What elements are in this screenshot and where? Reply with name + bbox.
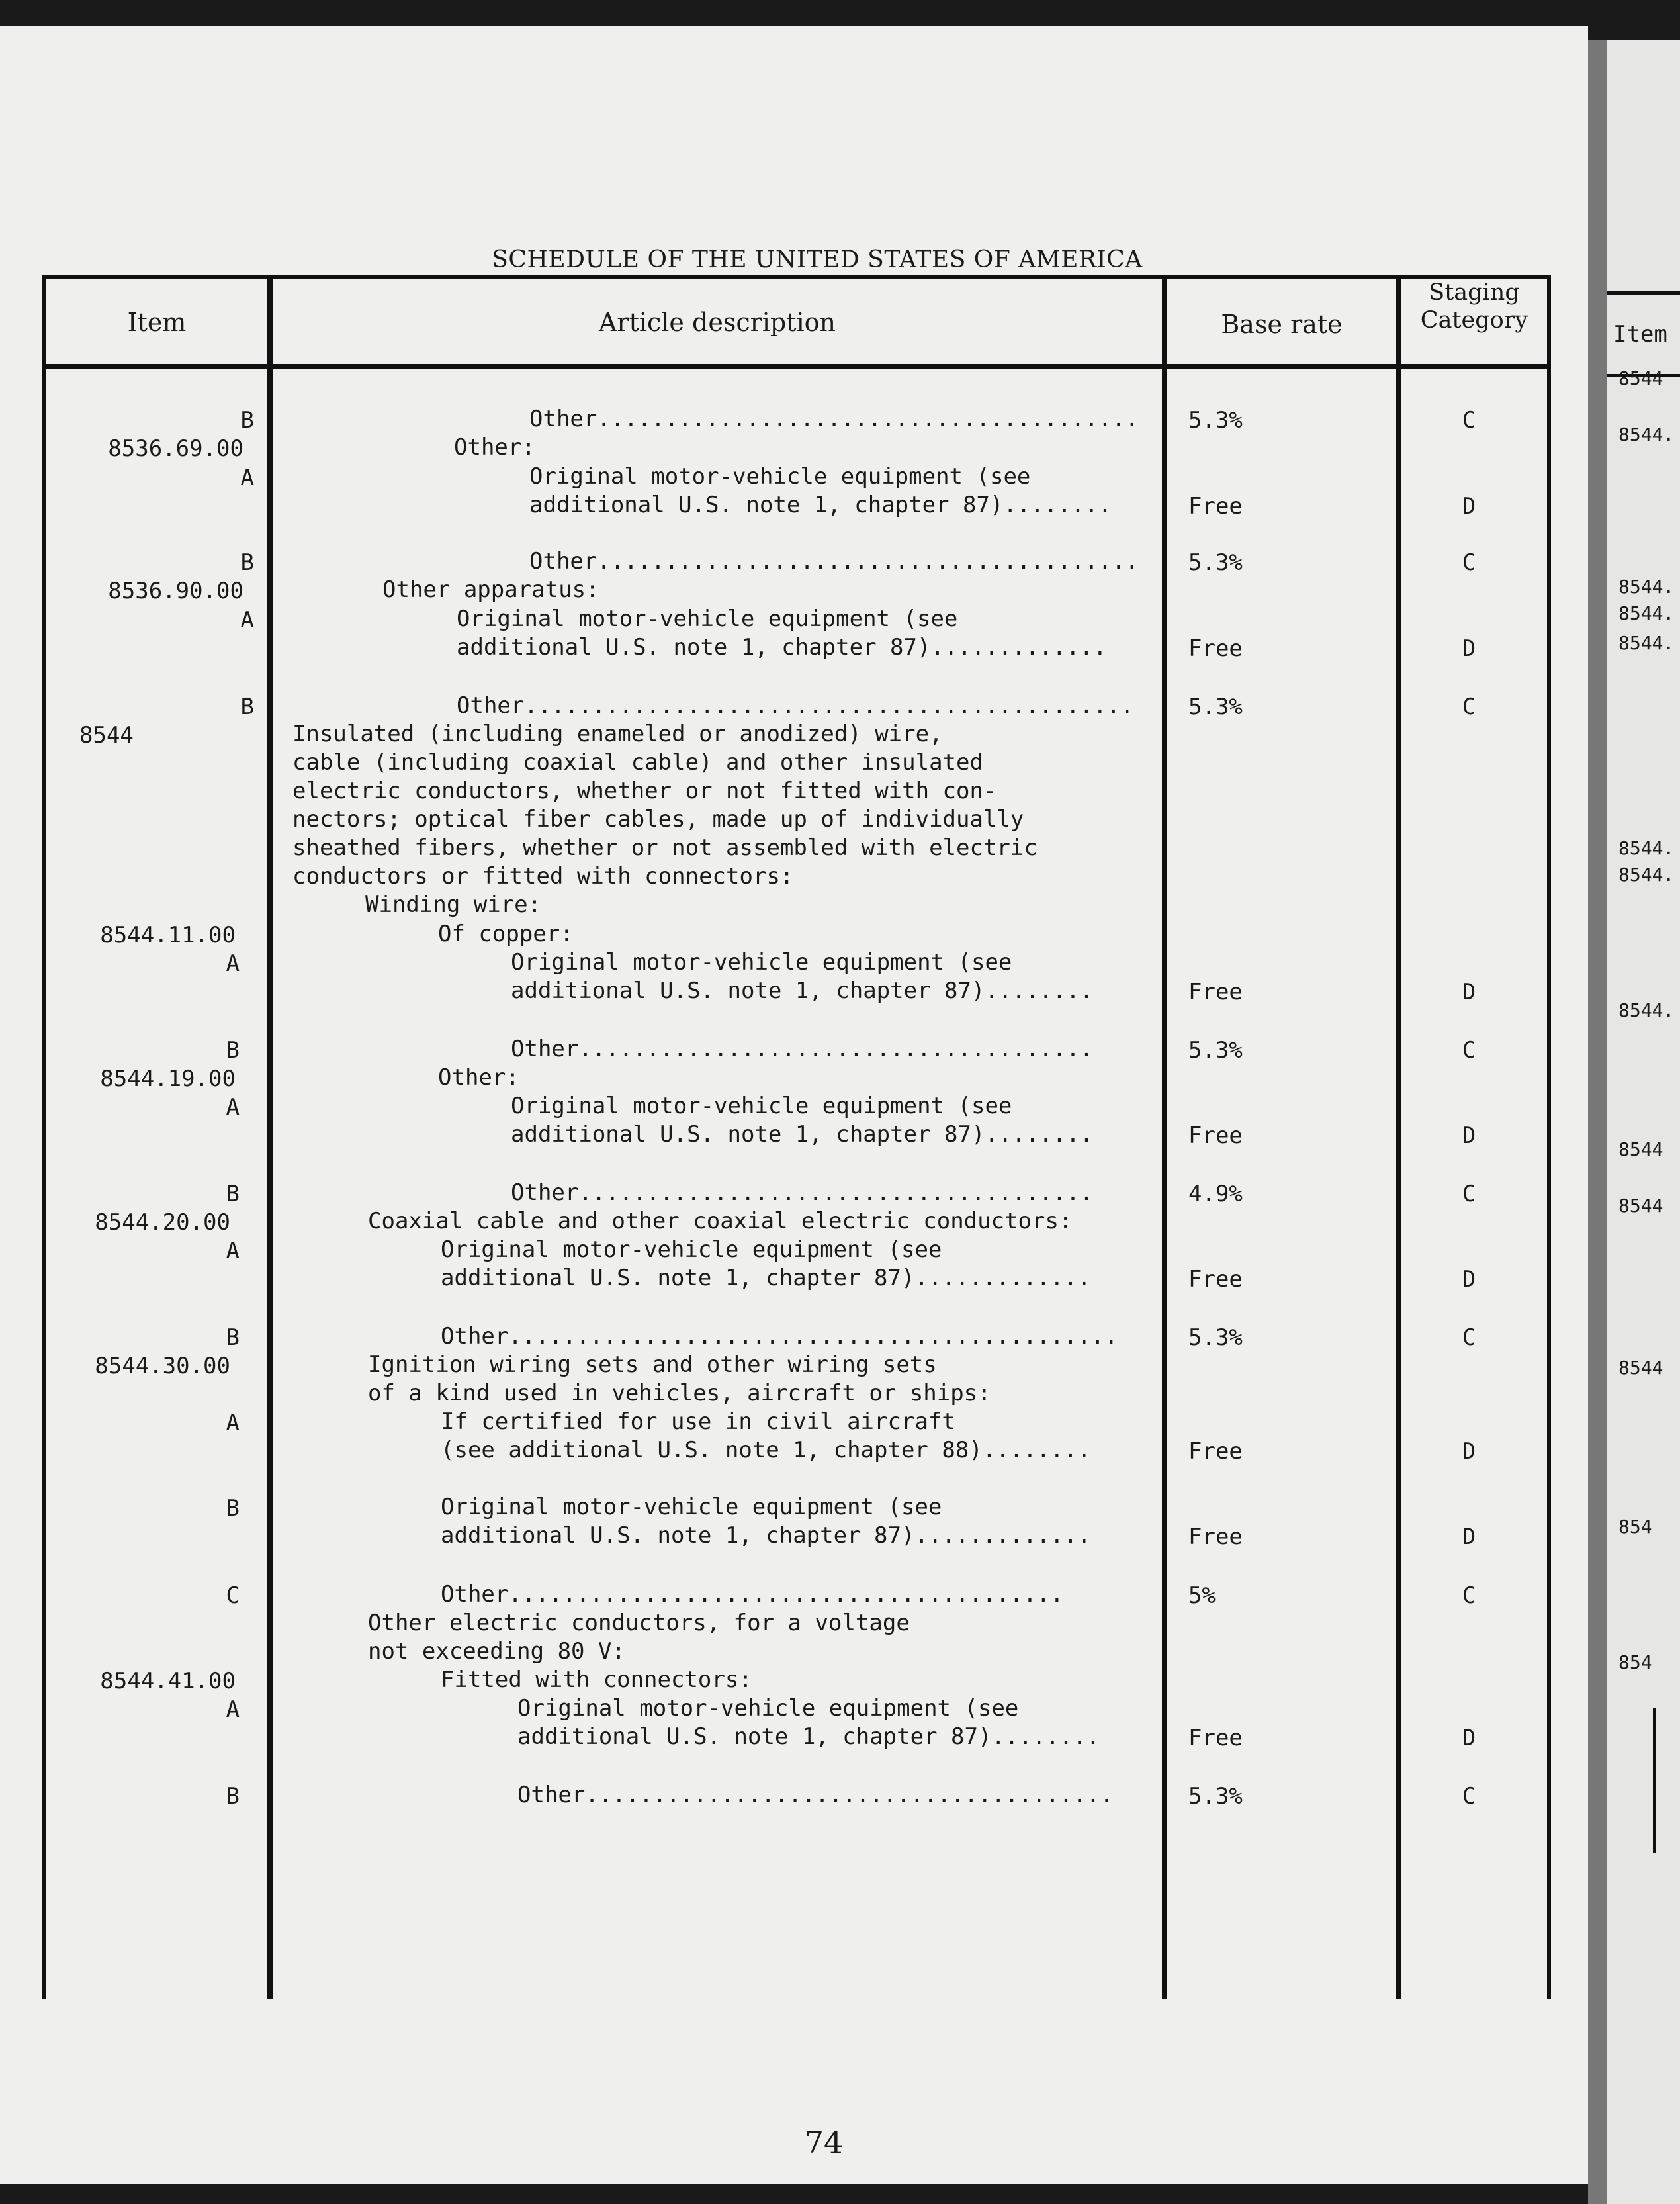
adjacent-page-edge bbox=[1588, 40, 1680, 2204]
item-subcode: C bbox=[226, 1583, 240, 1609]
article-description: Original motor-vehicle equipment (see bbox=[457, 606, 958, 632]
article-description: additional U.S. note 1, chapter 87)........ bbox=[517, 1723, 1100, 1750]
item-code: 8544.20.00 bbox=[95, 1209, 230, 1236]
base-rate: 5.3% bbox=[1188, 1324, 1243, 1351]
staging-category: C bbox=[1462, 1037, 1476, 1064]
article-description: (see additional U.S. note 1, chapter 88)........ bbox=[441, 1437, 1091, 1463]
article-description: Other......................................... bbox=[441, 1581, 1064, 1608]
adjacent-item-code: 8544 bbox=[1618, 1195, 1663, 1217]
item-subcode: A bbox=[240, 465, 254, 491]
adjacent-item-code: 8544 bbox=[1618, 1357, 1663, 1379]
article-description: not exceeding 80 V: bbox=[368, 1638, 625, 1665]
item-code: 8544.41.00 bbox=[100, 1668, 236, 1694]
header-base-rate: Base rate bbox=[1221, 310, 1343, 339]
item-column-divider bbox=[267, 275, 273, 1999]
article-description: Other........................................ bbox=[529, 548, 1139, 574]
article-description: nectors; optical fiber cables, made up of individually bbox=[292, 806, 1024, 833]
adjacent-item-code: 8544 bbox=[1618, 1138, 1663, 1160]
base-rate: 5.3% bbox=[1188, 694, 1243, 720]
adjacent-item-code: 8544. bbox=[1618, 999, 1675, 1021]
item-subcode: A bbox=[226, 1696, 240, 1723]
item-subcode: A bbox=[226, 1238, 240, 1264]
item-code: 8544.30.00 bbox=[95, 1353, 230, 1379]
adjacent-item-code: 854 bbox=[1618, 1651, 1652, 1673]
adjacent-item-code: 8544 bbox=[1618, 367, 1663, 389]
staging-category: C bbox=[1462, 1181, 1476, 1207]
article-description: Original motor-vehicle equipment (see bbox=[511, 949, 1012, 976]
item-code: 8544.19.00 bbox=[100, 1066, 236, 1092]
item-subcode: B bbox=[226, 1181, 240, 1207]
base-rate: Free bbox=[1188, 635, 1243, 662]
article-description: Original motor-vehicle equipment (see bbox=[511, 1093, 1012, 1119]
staging-category: C bbox=[1462, 549, 1476, 576]
article-description: electric conductors, whether or not fitted with con- bbox=[292, 778, 997, 804]
article-description: additional U.S. note 1, chapter 87)............. bbox=[457, 634, 1107, 661]
adjacent-column-rule bbox=[1653, 1708, 1656, 1853]
article-description: sheathed fibers, whether or not assembled with electric bbox=[292, 835, 1038, 861]
article-description: Other: bbox=[454, 434, 535, 461]
staging-category: C bbox=[1462, 1583, 1476, 1609]
article-description: Other............................................. bbox=[441, 1323, 1118, 1350]
staging-category: D bbox=[1462, 979, 1476, 1005]
article-description: Of copper: bbox=[438, 921, 574, 947]
description-column-divider bbox=[1162, 275, 1167, 1999]
base-rate: 5.3% bbox=[1188, 407, 1243, 434]
article-description: Other apparatus: bbox=[382, 576, 599, 603]
base-rate: Free bbox=[1188, 1266, 1243, 1293]
staging-category: D bbox=[1462, 1438, 1476, 1465]
document-page bbox=[0, 26, 1588, 2184]
adjacent-top-rule bbox=[1607, 291, 1680, 295]
header-article-description: Article description bbox=[598, 308, 836, 337]
item-subcode: B bbox=[240, 549, 254, 576]
article-description: Original motor-vehicle equipment (see bbox=[441, 1236, 942, 1263]
article-description: Coaxial cable and other coaxial electric conductors: bbox=[368, 1208, 1073, 1234]
item-subcode: A bbox=[226, 1410, 240, 1436]
article-description: Fitted with connectors: bbox=[441, 1667, 752, 1693]
article-description: additional U.S. note 1, chapter 87)............. bbox=[441, 1265, 1091, 1291]
article-description: If certified for use in civil aircraft bbox=[441, 1408, 955, 1435]
article-description: additional U.S. note 1, chapter 87)........ bbox=[511, 1121, 1094, 1148]
item-subcode: B bbox=[240, 407, 254, 434]
item-code: 8536.69.00 bbox=[108, 436, 243, 462]
base-rate: 5.3% bbox=[1188, 1037, 1243, 1064]
header-item: Item bbox=[127, 308, 187, 337]
base-rate: Free bbox=[1188, 1438, 1243, 1465]
header-staging-line1: Staging bbox=[1429, 279, 1520, 306]
base-rate: Free bbox=[1188, 1725, 1243, 1751]
base-rate: Free bbox=[1188, 979, 1243, 1005]
article-description: Insulated (including enameled or anodized) wire, bbox=[292, 721, 943, 747]
staging-category: D bbox=[1462, 1266, 1476, 1293]
table-left-border bbox=[42, 275, 46, 1999]
staging-category: C bbox=[1462, 407, 1476, 434]
article-description: Original motor-vehicle equipment (see bbox=[441, 1494, 942, 1520]
article-description: Other...................................... bbox=[511, 1179, 1094, 1206]
adjacent-item-code: 8544. bbox=[1618, 837, 1675, 859]
article-description: additional U.S. note 1, chapter 87)........ bbox=[511, 978, 1094, 1004]
staging-category: D bbox=[1462, 1123, 1476, 1149]
article-description: Other...................................... bbox=[511, 1036, 1094, 1062]
base-rate: 5% bbox=[1188, 1583, 1216, 1609]
staging-category: C bbox=[1462, 694, 1476, 720]
item-code: 8536.90.00 bbox=[108, 578, 243, 604]
item-subcode: A bbox=[226, 950, 240, 977]
article-description: cable (including coaxial cable) and other insulated bbox=[292, 749, 983, 776]
staging-category: D bbox=[1462, 493, 1476, 520]
item-subcode: A bbox=[226, 1094, 240, 1121]
staging-category: D bbox=[1462, 1725, 1476, 1751]
table-right-border bbox=[1547, 275, 1551, 1999]
article-description: Original motor-vehicle equipment (see bbox=[529, 463, 1031, 490]
adjacent-item-code: 8544. bbox=[1618, 864, 1675, 886]
adjacent-item-code: 854 bbox=[1618, 1516, 1652, 1538]
article-description: Other............................................. bbox=[457, 692, 1134, 719]
adjacent-item-code: 8544. bbox=[1618, 632, 1675, 654]
item-subcode: B bbox=[226, 1037, 240, 1064]
article-description: Other: bbox=[438, 1064, 519, 1091]
item-subcode: B bbox=[240, 694, 254, 720]
page-title: SCHEDULE OF THE UNITED STATES OF AMERICA bbox=[492, 246, 1143, 273]
article-description: Original motor-vehicle equipment (see bbox=[517, 1695, 1019, 1722]
article-description: of a kind used in vehicles, aircraft or ships: bbox=[368, 1380, 991, 1406]
header-staging-line2: Category bbox=[1420, 307, 1528, 334]
article-description: additional U.S. note 1, chapter 87)............. bbox=[441, 1522, 1091, 1549]
rate-column-divider bbox=[1396, 275, 1401, 1999]
article-description: Ignition wiring sets and other wiring sets bbox=[368, 1352, 937, 1378]
article-description: Other electric conductors, for a voltage bbox=[368, 1610, 910, 1636]
article-description: additional U.S. note 1, chapter 87)........ bbox=[529, 492, 1112, 518]
article-description: Other........................................ bbox=[529, 406, 1139, 432]
base-rate: Free bbox=[1188, 493, 1243, 520]
item-code: 8544 bbox=[79, 722, 134, 749]
article-description: conductors or fitted with connectors: bbox=[292, 863, 794, 890]
staging-category: D bbox=[1462, 1524, 1476, 1550]
item-subcode: B bbox=[226, 1495, 240, 1522]
base-rate: 4.9% bbox=[1188, 1181, 1243, 1207]
item-subcode: A bbox=[240, 607, 254, 633]
adjacent-header-item: Item bbox=[1613, 321, 1667, 347]
adjacent-item-code: 8544. bbox=[1618, 424, 1675, 445]
staging-category: C bbox=[1462, 1783, 1476, 1810]
item-subcode: B bbox=[226, 1324, 240, 1351]
adjacent-item-code: 8544. bbox=[1618, 602, 1675, 624]
item-subcode: B bbox=[226, 1783, 240, 1810]
article-description: Other....................................... bbox=[517, 1782, 1114, 1808]
page-number: 74 bbox=[804, 2125, 844, 2160]
staging-category: C bbox=[1462, 1324, 1476, 1351]
base-rate: Free bbox=[1188, 1524, 1243, 1550]
article-description: Winding wire: bbox=[365, 892, 542, 918]
item-code: 8544.11.00 bbox=[100, 922, 236, 948]
base-rate: 5.3% bbox=[1188, 1783, 1243, 1810]
base-rate: Free bbox=[1188, 1123, 1243, 1149]
adjacent-item-code: 8544. bbox=[1618, 576, 1675, 598]
staging-category: D bbox=[1462, 635, 1476, 662]
base-rate: 5.3% bbox=[1188, 549, 1243, 576]
